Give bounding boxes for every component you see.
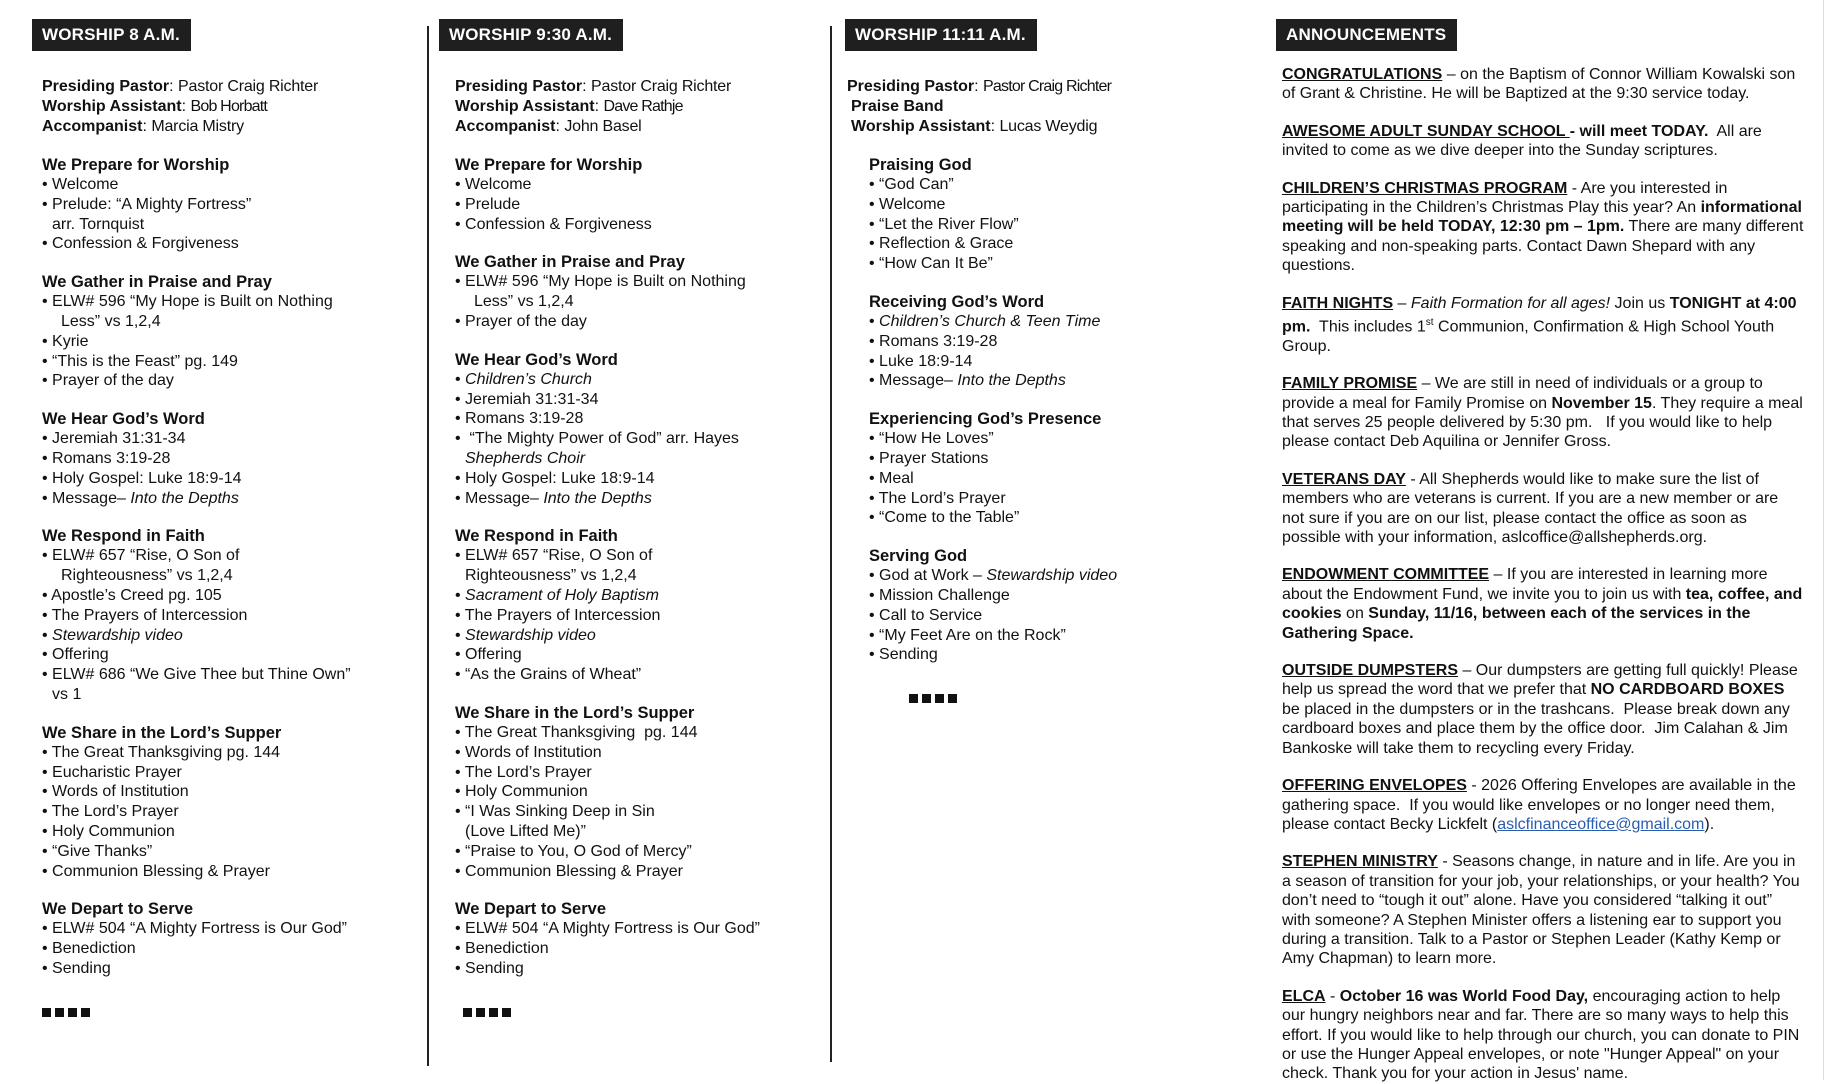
order-section — [455, 703, 819, 881]
announcement-heading: ENDOWMENT COMMITTEE — [1282, 566, 1490, 584]
list-item: • Communion Blessing & Prayer — [455, 862, 683, 880]
list-item: • Apostle’s Creed pg. 105 — [42, 586, 222, 604]
order-section — [42, 155, 412, 254]
announcement: ENDOWMENT COMMITTEE – If you are interested in learning more about the Endowment Fund, we invite you to join us with tea, coffee, and cookies on Sunday, 11/16, between each of the services in the Gathering Space. — [1282, 566, 1803, 642]
announcement-heading: AWESOME ADULT SUNDAY SCHOOL — [1282, 122, 1570, 140]
list-item: • “Let the River Flow” — [869, 215, 1019, 233]
list-item: • ELW# 657 “Rise, O Son of — [42, 547, 240, 565]
announcement-heading: ELCA — [1282, 987, 1326, 1005]
announcement: FAMILY PROMISE – We are still in need of individuals or a group to provide a meal for Family Promise on November 15. They require a meal that serves 25 people delivered by 5:30 pm. If you would like to help please contact Deb Aquilina or Jennifer Gross. — [1282, 375, 1808, 451]
column-header: WORSHIP 9:30 A.M. — [439, 19, 623, 51]
list-item: • God at Work – Stewardship video — [869, 567, 1118, 585]
list-item: • Kyrie — [42, 332, 89, 350]
list-item: • Romans 3:19-28 — [42, 449, 171, 467]
column-header: ANNOUNCEMENTS — [1276, 19, 1457, 51]
staff-label: Accompanist — [455, 118, 556, 135]
list-item: • The Prayers of Intercession — [455, 606, 661, 624]
list-item: • Sending — [869, 646, 938, 664]
list-item: • “The Mighty Power of God” arr. Hayes — [455, 430, 739, 448]
section-title: Receiving God’s Word — [869, 292, 1045, 311]
section-title: We Gather in Praise and Pray — [455, 253, 685, 272]
list-item: • Confession & Forgiveness — [455, 215, 652, 233]
section-end-marker — [909, 687, 1225, 708]
announcement-heading: OFFERING ENVELOPES — [1282, 777, 1467, 795]
staff-name: Marcia Mistry — [151, 118, 244, 135]
order-section — [455, 899, 819, 978]
list-item: • “How He Loves” — [869, 430, 994, 448]
list-item: • Benediction — [455, 940, 549, 958]
announcement-heading: VETERANS DAY — [1282, 470, 1406, 488]
staff-list: Presiding Pastor: Pastor Craig Richter Worship Assistant: Dave Rathje Accompanist: John Basel — [455, 78, 732, 135]
announcement: VETERANS DAY - All Shepherds would like to make sure the list of members who are veterans is current. If you are a new member or are not sure if you are on our list, please contact the office as soon as possible with your information, aslcoffice@allshepherds.org. — [1282, 470, 1779, 547]
section-end-marker — [42, 1001, 412, 1022]
list-item: • “Praise to You, O God of Mercy” — [455, 842, 692, 860]
section-end-marker — [463, 1001, 819, 1022]
list-item: • “My Feet Are on the Rock” — [869, 626, 1066, 644]
column-divider — [427, 26, 429, 1066]
page-edge — [1823, 0, 1824, 1080]
column-divider — [830, 26, 832, 1062]
announcement: CHILDREN’S CHRISTMAS PROGRAM - Are you interested in participating in the Children’s Christmas Play this year? An informational meeting will be held TODAY, 12:30 pm – 1pm. There are many different speaking and non-speaking parts. Contact Dawn Shepard with any questions. — [1282, 179, 1804, 275]
announcement-heading: FAMILY PROMISE — [1282, 375, 1418, 393]
list-item: • Prelude — [455, 195, 521, 213]
order-section — [42, 272, 412, 391]
list-item: • ELW# 596 “My Hope is Built on Nothing — [42, 293, 333, 311]
list-item: • Stewardship video — [42, 626, 183, 644]
list-item: • The Lord’s Prayer — [455, 763, 592, 781]
list-item: • Jeremiah 31:31-34 — [455, 390, 599, 408]
staff-label: Presiding Pastor — [42, 78, 170, 95]
list-item-continued: Righteousness” vs 1,2,4 — [465, 567, 637, 585]
list-item-continued: (Love Lifted Me)” — [465, 822, 586, 840]
staff-label: Presiding Pastor — [847, 78, 975, 95]
announcement-heading: FAITH NIGHTS — [1282, 294, 1394, 312]
list-item: • The Lord’s Prayer — [42, 803, 179, 821]
list-item: • Offering — [455, 646, 522, 664]
announcement: FAITH NIGHTS – Faith Formation for all ages! Join us TONIGHT at 4:00 pm. This includes 1st Communion, Confirmation & High School Youth Group. — [1282, 294, 1797, 355]
list-item: • Children’s Church — [455, 370, 592, 388]
list-item: • “This is the Feast” pg. 149 — [42, 352, 238, 370]
staff-label: Presiding Pastor — [455, 78, 583, 95]
worship-930am-column — [439, 0, 819, 1022]
list-item: • Luke 18:9-14 — [869, 352, 973, 370]
section-title: We Hear God’s Word — [42, 410, 205, 429]
list-item: • ELW# 504 “A Mighty Fortress is Our God” — [455, 920, 760, 938]
list-item: • ELW# 504 “A Mighty Fortress is Our God” — [42, 920, 347, 938]
section-title: We Share in the Lord’s Supper — [455, 703, 695, 722]
announcement: CONGRATULATIONS – on the Baptism of Connor William Kowalski son of Grant & Christine. He will be Baptized at the 9:30 service today. — [1282, 66, 1796, 103]
staff-name: Dave Rathje — [603, 98, 683, 115]
list-item: • Stewardship video — [455, 626, 596, 644]
list-item: • Prayer Stations — [869, 449, 989, 467]
list-item: • The Great Thanksgiving pg. 144 — [42, 743, 281, 761]
staff-label: Worship Assistant — [851, 118, 991, 135]
section-title: We Respond in Faith — [42, 527, 205, 546]
order-section — [42, 723, 412, 882]
list-item: • Sending — [455, 959, 524, 977]
list-item: • Message– Into the Depths — [42, 489, 239, 507]
order-section — [42, 526, 412, 704]
list-item: • Message– Into the Depths — [455, 489, 652, 507]
list-item: • Message– Into the Depths — [869, 372, 1066, 390]
list-item: • Holy Gospel: Luke 18:9-14 — [42, 469, 242, 487]
list-item: • ELW# 686 “We Give Thee but Thine Own” — [42, 666, 351, 684]
list-item-continued: Shepherds Choir — [465, 449, 586, 467]
list-item: • Benediction — [42, 940, 136, 958]
list-item: • Holy Gospel: Luke 18:9-14 — [455, 469, 655, 487]
list-item: • Sending — [42, 959, 111, 977]
order-section — [869, 409, 1225, 528]
staff-name: Pastor Craig Richter — [178, 78, 319, 95]
list-item: • Confession & Forgiveness — [42, 235, 239, 253]
list-item: • Romans 3:19-28 — [455, 410, 584, 428]
list-item: • Jeremiah 31:31-34 — [42, 430, 186, 448]
order-section — [869, 546, 1225, 665]
list-item: • Meal — [869, 469, 914, 487]
announcement-heading: STEPHEN MINISTRY — [1282, 853, 1438, 871]
announcement-heading: OUTSIDE DUMPSTERS — [1282, 662, 1459, 680]
order-section — [869, 155, 1225, 274]
announcement: OUTSIDE DUMPSTERS – Our dumpsters are getting full quickly! Please help us spread the word that we prefer that NO CARDBOARD BOXES be placed in the dumpsters or in the trashcans. Please break down any cardboard boxes and place them by the office door. Jim Calahan & Jim Bankoske will take them to recycling every Friday. — [1282, 662, 1798, 757]
list-item: • “Come to the Table” — [869, 509, 1020, 527]
list-item: • “Give Thanks” — [42, 842, 153, 860]
order-section — [455, 155, 819, 234]
list-item-continued: vs 1 — [52, 685, 82, 703]
column-header: WORSHIP 8 A.M. — [32, 19, 191, 51]
list-item: • Sacrament of Holy Baptism — [455, 586, 659, 604]
list-item: • Reflection & Grace — [869, 235, 1014, 253]
section-title: Experiencing God’s Presence — [869, 410, 1102, 429]
list-item: • Prayer of the day — [42, 372, 174, 390]
list-item: • Welcome — [455, 176, 532, 193]
list-item: • Prelude: “A Mighty Fortress” — [42, 195, 252, 213]
list-item-continued: arr. Tornquist — [52, 215, 145, 233]
section-title: We Gather in Praise and Pray — [42, 273, 272, 292]
list-item: • Welcome — [42, 176, 119, 193]
order-section — [869, 292, 1225, 391]
staff-name: Bob Horbatt — [190, 98, 268, 115]
list-item: • The Great Thanksgiving pg. 144 — [455, 723, 698, 741]
section-title: We Prepare for Worship — [42, 156, 230, 174]
order-section — [42, 899, 412, 978]
staff-name: Lucas Weydig — [999, 118, 1098, 135]
email-link[interactable]: aslcfinanceoffice@gmail.com — [1497, 815, 1705, 833]
list-item: • The Lord’s Prayer — [869, 489, 1006, 507]
list-item: • Children’s Church & Teen Time — [869, 312, 1101, 330]
list-item: • Words of Institution — [455, 743, 602, 761]
announcement: OFFERING ENVELOPES - 2026 Offering Envelopes are available in the gathering space. If you would like envelopes or no longer need them, please contact Becky Lickfelt (aslcfinanceoffice@gmail.com). — [1282, 777, 1801, 833]
order-section — [455, 252, 819, 331]
section-title: Praising God — [869, 156, 972, 174]
staff-list: Presiding Pastor: Pastor Craig Richter Praise Band Worship Assistant: Lucas Weydig — [847, 78, 1112, 135]
staff-name: John Basel — [564, 118, 642, 135]
list-item: • Offering — [42, 646, 109, 664]
section-title: We Depart to Serve — [455, 900, 606, 919]
worship-8am-column — [32, 0, 412, 1022]
list-item: • Words of Institution — [42, 783, 189, 801]
staff-label: Worship Assistant — [42, 98, 182, 115]
list-item: • Romans 3:19-28 — [869, 332, 998, 350]
list-item: • Holy Communion — [42, 822, 175, 840]
list-item: • “God Can” — [869, 176, 954, 193]
list-item: • The Prayers of Intercession — [42, 606, 248, 624]
list-item: • “How Can It Be” — [869, 255, 993, 273]
list-item: • Eucharistic Prayer — [42, 763, 182, 781]
announcement-heading: CONGRATULATIONS — [1282, 66, 1443, 83]
list-item: • Welcome — [869, 195, 946, 213]
announcement: STEPHEN MINISTRY - Seasons change, in nature and in life. Are you in a season of transition for your job, your relationships, or your health? You don’t need to “tough it out” alone. Have you considered “talking it out” with someone? A Stephen Minister offers a listening ear to support you during a transition. Talk to a Pastor or Stephen Leader (Kathy Kemp or Amy Chapman) to learn more. — [1282, 853, 1800, 968]
list-item: • ELW# 657 “Rise, O Son of — [455, 547, 653, 565]
list-item: • Call to Service — [869, 606, 983, 624]
section-title: We Prepare for Worship — [455, 156, 643, 174]
section-title: Serving God — [869, 547, 968, 566]
list-item: • ELW# 596 “My Hope is Built on Nothing — [455, 273, 746, 291]
list-item-continued: Less” vs 1,2,4 — [61, 312, 161, 330]
section-title: We Share in the Lord’s Supper — [42, 723, 282, 742]
staff-list: Presiding Pastor: Pastor Craig Richter Worship Assistant: Bob Horbatt Accompanist: Marcia Mistry — [42, 78, 319, 135]
staff-label: Worship Assistant — [455, 98, 595, 115]
announcements-column — [1276, 0, 1808, 1084]
list-item-continued: Righteousness” vs 1,2,4 — [61, 567, 233, 585]
worship-1111am-column — [845, 0, 1225, 708]
staff-label: Praise Band — [851, 98, 944, 115]
list-item: • “I Was Sinking Deep in Sin — [455, 803, 655, 821]
announcement: AWESOME ADULT SUNDAY SCHOOL - will meet TODAY. All are invited to come as we dive deeper into the Sunday scriptures. — [1282, 122, 1767, 160]
staff-label: Accompanist — [42, 118, 143, 135]
list-item: • Mission Challenge — [869, 586, 1010, 604]
section-title: We Hear God’s Word — [455, 350, 618, 369]
order-section — [42, 409, 412, 508]
list-item: • Communion Blessing & Prayer — [42, 862, 270, 880]
order-section — [455, 526, 819, 685]
staff-name: Pastor Craig Richter — [591, 78, 732, 95]
list-item: • Prayer of the day — [455, 312, 587, 330]
announcement-heading: CHILDREN’S CHRISTMAS PROGRAM — [1282, 179, 1568, 197]
section-title: We Respond in Faith — [455, 527, 618, 546]
staff-name: Pastor Craig Richter — [983, 78, 1112, 95]
announcement: ELCA - October 16 was World Food Day, encouraging action to help our hungry neighbors near and far. There are so many ways to help this effort. If you would like to help through our church, you can donate to PIN or use the Hunger Appeal envelopes, or note "Hunger Appeal" on your check. Thank you for your action in Jesus' name. — [1282, 987, 1800, 1083]
order-section — [455, 350, 819, 509]
column-header: WORSHIP 11:11 A.M. — [845, 19, 1037, 51]
list-item-continued: Less” vs 1,2,4 — [474, 293, 574, 311]
section-title: We Depart to Serve — [42, 900, 193, 919]
list-item: • Holy Communion — [455, 783, 588, 801]
list-item: • “As the Grains of Wheat” — [455, 666, 642, 684]
